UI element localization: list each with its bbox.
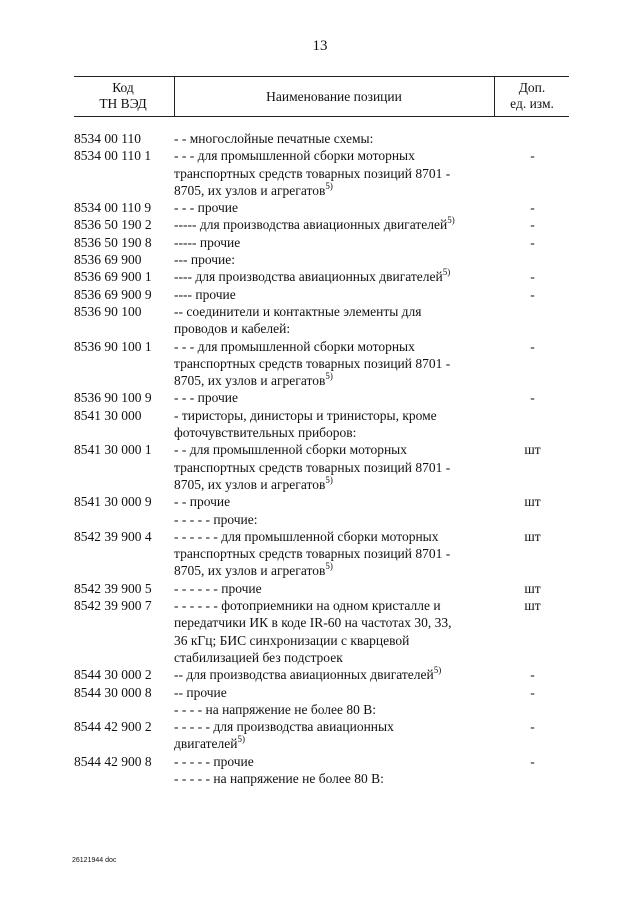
row-code: 8541 30 000 1 — [74, 442, 152, 458]
row-unit: - — [530, 667, 535, 683]
row-name — [174, 407, 496, 442]
row-name-text: ---- прочие — [174, 286, 236, 302]
table-row — [74, 389, 569, 406]
row-name — [174, 251, 496, 268]
row-code: 8541 30 000 — [74, 407, 142, 423]
row-name — [174, 130, 496, 147]
row-name — [174, 528, 496, 580]
row-name — [174, 441, 496, 493]
row-footnote-mark: 5) — [325, 371, 333, 382]
row-name — [174, 597, 496, 666]
row-footnote-mark: 5) — [433, 665, 442, 676]
row-name-text: ----- для производства авиационных двигателей — [174, 217, 448, 233]
row-name — [174, 580, 496, 597]
row-unit: - — [530, 148, 535, 164]
row-name — [174, 753, 496, 770]
row-footnote-mark: 5) — [325, 474, 333, 485]
row-unit: - — [530, 269, 535, 285]
table-row — [74, 338, 569, 390]
table-row — [74, 597, 569, 666]
table-row — [74, 770, 569, 787]
row-unit: - — [530, 390, 535, 406]
row-name — [174, 234, 496, 251]
row-footnote-mark: 5) — [325, 561, 333, 572]
row-name — [174, 718, 496, 753]
row-name — [174, 147, 496, 199]
row-unit: - — [530, 217, 535, 233]
row-code: 8536 50 190 2 — [74, 217, 152, 233]
row-code: 8536 69 900 — [74, 252, 142, 268]
row-name — [174, 286, 496, 303]
table-row — [74, 268, 569, 285]
row-name — [174, 666, 496, 683]
row-name — [174, 493, 496, 510]
row-unit: - — [530, 200, 535, 216]
row-code: 8542 39 900 4 — [74, 528, 152, 544]
row-name — [174, 338, 496, 390]
row-footnote-mark: 5) — [447, 215, 455, 226]
row-unit: - — [530, 234, 535, 250]
row-name — [174, 216, 496, 233]
row-code: 8536 69 900 9 — [74, 286, 152, 302]
row-name — [174, 389, 496, 406]
row-name — [174, 268, 496, 285]
row-unit: - — [530, 286, 535, 302]
row-name — [174, 684, 496, 701]
row-name — [174, 199, 496, 216]
table-row — [74, 718, 569, 753]
table-row — [74, 199, 569, 216]
header-name: Наименование позиции — [266, 89, 402, 104]
row-name-text: - - прочие — [174, 494, 231, 510]
header-unit-line1: Доп. — [518, 80, 546, 95]
row-unit: - — [530, 684, 535, 700]
row-unit: шт — [524, 598, 541, 614]
row-code: 8544 30 000 2 — [74, 667, 152, 683]
tariff-table — [74, 130, 569, 787]
header-unit-line2: ед. изм. — [510, 96, 554, 111]
row-name — [174, 770, 496, 787]
table-row — [74, 286, 569, 303]
row-name-text: - - - - - прочие: — [174, 511, 258, 527]
row-name-text: - - - - - - фотоприемники на одном кристалле и передатчики ИК в коде IR-60 на частотах 30, 33, 36 кГц; БИС синхронизации с кварцевой стабилизацией без подстроек — [174, 598, 452, 665]
row-unit: шт — [524, 580, 541, 596]
table-row — [74, 147, 569, 199]
row-name-text: - - - - - для производства авиационных двигателей — [174, 719, 394, 752]
row-name-text: ----- прочие — [174, 234, 241, 250]
row-name-text: - - для промышленной сборки моторных транспортных средств товарных позиций 8701 - 8705, их узлов и агрегатов — [174, 442, 451, 492]
row-name-text: - - - - - - для промышленной сборки моторных транспортных средств товарных позиций 8701 - 8705, их узлов и агрегатов — [174, 528, 451, 579]
row-name-text: - - - для промышленной сборки моторных транспортных средств товарных позиций 8701 - 8705, их узлов и агрегатов — [174, 148, 451, 198]
row-name-text: ---- для производства авиационных двигателей — [174, 269, 443, 285]
row-unit: шт — [524, 494, 541, 510]
row-name-text: --- прочие: — [174, 252, 235, 268]
table-row — [74, 251, 569, 268]
row-unit: - — [530, 719, 535, 735]
table-row — [74, 684, 569, 701]
header-code — [74, 80, 172, 114]
row-unit: - — [530, 753, 535, 769]
row-name-text: - - - для промышленной сборки моторных транспортных средств товарных позиций 8701 - 8705, их узлов и агрегатов — [174, 338, 451, 389]
table-header-rule — [74, 116, 569, 117]
table-row — [74, 528, 569, 580]
row-name-text: - - - - на напряжение не более 80 В: — [174, 701, 377, 717]
row-name-text: - - - - - на напряжение не более 80 В: — [174, 770, 384, 786]
row-unit: шт — [524, 442, 541, 458]
row-code: 8536 69 900 1 — [74, 269, 152, 285]
row-code: 8536 90 100 — [74, 303, 142, 319]
row-code: 8536 90 100 1 — [74, 338, 152, 354]
table-row — [74, 753, 569, 770]
table-row — [74, 666, 569, 683]
row-name-text: - - многослойные печатные схемы: — [174, 131, 374, 146]
row-code: 8542 39 900 7 — [74, 598, 152, 614]
row-unit: - — [530, 338, 535, 354]
row-name-text: - - - - - - прочие — [174, 580, 262, 596]
row-footnote-mark: 5) — [442, 267, 451, 278]
row-name — [174, 303, 496, 338]
row-code: 8544 30 000 8 — [74, 684, 152, 700]
row-footnote-mark: 5) — [237, 734, 245, 745]
row-name-text: -- для производства авиационных двигателей — [174, 667, 434, 683]
row-unit: шт — [524, 528, 541, 544]
row-name-text: - тиристоры, динисторы и тринисторы, кроме фоточувствительных приборов: — [174, 407, 437, 441]
row-code: 8534 00 110 1 — [74, 148, 152, 164]
table-row — [74, 216, 569, 233]
row-name-text: - - - - - прочие — [174, 753, 254, 769]
table-row — [74, 493, 569, 510]
row-code: 8544 42 900 2 — [74, 719, 152, 735]
row-code: 8536 90 100 9 — [74, 390, 152, 406]
header-code-line2: ТН ВЭД — [99, 96, 147, 111]
row-code: 8534 00 110 9 — [74, 200, 152, 216]
table-row — [74, 441, 569, 493]
row-code: 8541 30 000 9 — [74, 494, 152, 510]
table-row — [74, 130, 569, 147]
row-name-text: - - - прочие — [174, 200, 238, 216]
header-code-line1: Код — [112, 80, 134, 95]
row-code: 8534 00 110 — [74, 131, 141, 146]
row-footnote-mark: 5) — [325, 180, 333, 191]
row-name-text: -- прочие — [174, 684, 227, 700]
row-code: 8536 50 190 8 — [74, 234, 152, 250]
header-unit — [494, 80, 570, 114]
file-footer: 26121944 doc — [72, 857, 117, 864]
table-row — [74, 580, 569, 597]
table-row — [74, 407, 569, 442]
row-name — [174, 511, 496, 528]
page-number: 13 — [312, 38, 328, 54]
row-name-text: - - - прочие — [174, 390, 238, 406]
row-name-text: -- соединители и контактные элементы для проводов и кабелей: — [174, 303, 422, 337]
table-row — [74, 701, 569, 718]
table-row — [74, 511, 569, 528]
table-row — [74, 234, 569, 251]
row-code: 8544 42 900 8 — [74, 753, 152, 769]
table-row — [74, 303, 569, 338]
row-name — [174, 701, 496, 718]
row-code: 8542 39 900 5 — [74, 580, 152, 596]
